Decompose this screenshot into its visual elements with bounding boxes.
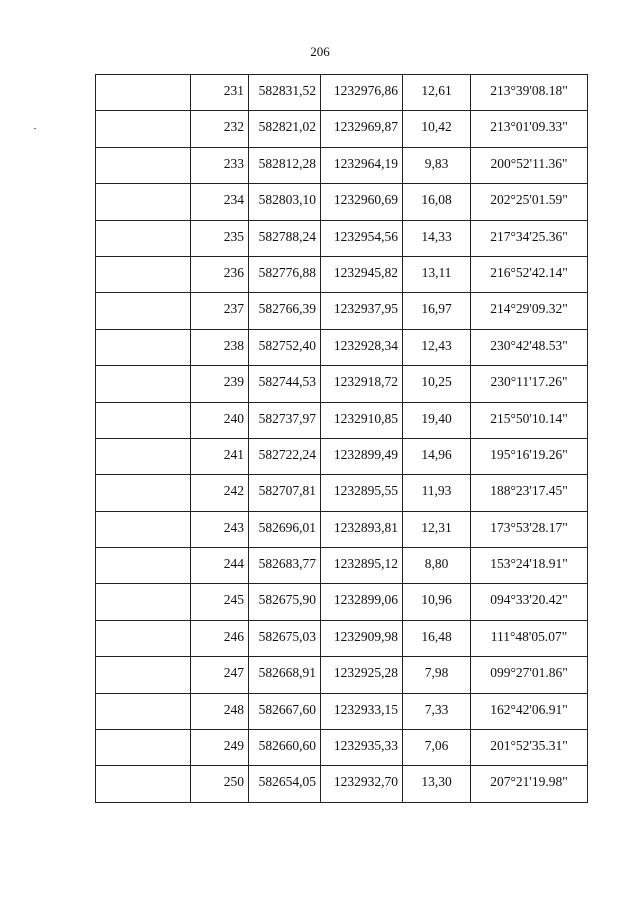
table-row <box>96 256 588 292</box>
bearing-angle-cell: 099°27'01.86" <box>471 657 588 693</box>
x-coordinate-cell: 582683,77 <box>249 548 321 584</box>
blank-cell <box>96 111 191 147</box>
blank-cell <box>96 511 191 547</box>
point-number-cell: 246 <box>191 620 249 656</box>
point-number-cell: 231 <box>191 75 249 111</box>
x-coordinate-cell: 582707,81 <box>249 475 321 511</box>
blank-cell <box>96 657 191 693</box>
table-row <box>96 329 588 365</box>
page-number: 206 <box>310 44 330 59</box>
table-row <box>96 184 588 220</box>
x-coordinate-cell: 582803,10 <box>249 184 321 220</box>
point-number-cell: 236 <box>191 256 249 292</box>
blank-cell <box>96 730 191 766</box>
length-cell: 10,25 <box>403 366 471 402</box>
x-coordinate-cell: 582831,52 <box>249 75 321 111</box>
blank-cell <box>96 402 191 438</box>
bearing-angle-cell: 213°39'08.18" <box>471 75 588 111</box>
table-row <box>96 766 588 802</box>
point-number-cell: 239 <box>191 366 249 402</box>
x-coordinate-cell: 582722,24 <box>249 438 321 474</box>
y-coordinate-cell: 1232918,72 <box>321 366 403 402</box>
coordinates-table <box>95 74 588 803</box>
y-coordinate-cell: 1232909,98 <box>321 620 403 656</box>
table-row <box>96 220 588 256</box>
length-cell: 7,98 <box>403 657 471 693</box>
coordinates-table-body <box>96 75 588 803</box>
length-cell: 11,93 <box>403 475 471 511</box>
table-row <box>96 438 588 474</box>
x-coordinate-cell: 582766,39 <box>249 293 321 329</box>
length-cell: 7,06 <box>403 730 471 766</box>
y-coordinate-cell: 1232964,19 <box>321 147 403 183</box>
point-number-cell: 240 <box>191 402 249 438</box>
length-cell: 7,33 <box>403 693 471 729</box>
table-row <box>96 366 588 402</box>
y-coordinate-cell: 1232945,82 <box>321 256 403 292</box>
blank-cell <box>96 620 191 656</box>
bearing-angle-cell: 213°01'09.33" <box>471 111 588 147</box>
length-cell: 16,08 <box>403 184 471 220</box>
length-cell: 13,11 <box>403 256 471 292</box>
point-number-cell: 245 <box>191 584 249 620</box>
bearing-angle-cell: 195°16'19.26" <box>471 438 588 474</box>
y-coordinate-cell: 1232937,95 <box>321 293 403 329</box>
table-row <box>96 620 588 656</box>
blank-cell <box>96 366 191 402</box>
bearing-angle-cell: 230°42'48.53" <box>471 329 588 365</box>
y-coordinate-cell: 1232933,15 <box>321 693 403 729</box>
y-coordinate-cell: 1232910,85 <box>321 402 403 438</box>
y-coordinate-cell: 1232899,06 <box>321 584 403 620</box>
table-row <box>96 693 588 729</box>
bearing-angle-cell: 153°24'18.91" <box>471 548 588 584</box>
y-coordinate-cell: 1232895,12 <box>321 548 403 584</box>
bearing-angle-cell: 207°21'19.98" <box>471 766 588 802</box>
length-cell: 8,80 <box>403 548 471 584</box>
blank-cell <box>96 293 191 329</box>
length-cell: 12,43 <box>403 329 471 365</box>
table-row <box>96 75 588 111</box>
x-coordinate-cell: 582737,97 <box>249 402 321 438</box>
length-cell: 10,96 <box>403 584 471 620</box>
scan-speck <box>34 128 36 129</box>
x-coordinate-cell: 582654,05 <box>249 766 321 802</box>
blank-cell <box>96 184 191 220</box>
length-cell: 16,97 <box>403 293 471 329</box>
bearing-angle-cell: 214°29'09.32" <box>471 293 588 329</box>
point-number-cell: 232 <box>191 111 249 147</box>
bearing-angle-cell: 230°11'17.26" <box>471 366 588 402</box>
length-cell: 14,33 <box>403 220 471 256</box>
blank-cell <box>96 438 191 474</box>
blank-cell <box>96 693 191 729</box>
length-cell: 19,40 <box>403 402 471 438</box>
point-number-cell: 242 <box>191 475 249 511</box>
y-coordinate-cell: 1232893,81 <box>321 511 403 547</box>
blank-cell <box>96 256 191 292</box>
bearing-angle-cell: 215°50'10.14" <box>471 402 588 438</box>
table-row <box>96 730 588 766</box>
point-number-cell: 235 <box>191 220 249 256</box>
y-coordinate-cell: 1232899,49 <box>321 438 403 474</box>
x-coordinate-cell: 582752,40 <box>249 329 321 365</box>
y-coordinate-cell: 1232960,69 <box>321 184 403 220</box>
x-coordinate-cell: 582696,01 <box>249 511 321 547</box>
point-number-cell: 249 <box>191 730 249 766</box>
blank-cell <box>96 75 191 111</box>
x-coordinate-cell: 582821,02 <box>249 111 321 147</box>
y-coordinate-cell: 1232928,34 <box>321 329 403 365</box>
y-coordinate-cell: 1232954,56 <box>321 220 403 256</box>
y-coordinate-cell: 1232935,33 <box>321 730 403 766</box>
point-number-cell: 247 <box>191 657 249 693</box>
point-number-cell: 241 <box>191 438 249 474</box>
bearing-angle-cell: 188°23'17.45" <box>471 475 588 511</box>
length-cell: 16,48 <box>403 620 471 656</box>
blank-cell <box>96 766 191 802</box>
length-cell: 10,42 <box>403 111 471 147</box>
table-row <box>96 657 588 693</box>
x-coordinate-cell: 582776,88 <box>249 256 321 292</box>
x-coordinate-cell: 582744,53 <box>249 366 321 402</box>
table-row <box>96 511 588 547</box>
x-coordinate-cell: 582667,60 <box>249 693 321 729</box>
blank-cell <box>96 220 191 256</box>
x-coordinate-cell: 582788,24 <box>249 220 321 256</box>
table-row <box>96 147 588 183</box>
y-coordinate-cell: 1232895,55 <box>321 475 403 511</box>
blank-cell <box>96 147 191 183</box>
x-coordinate-cell: 582660,60 <box>249 730 321 766</box>
bearing-angle-cell: 094°33'20.42" <box>471 584 588 620</box>
point-number-cell: 234 <box>191 184 249 220</box>
bearing-angle-cell: 202°25'01.59" <box>471 184 588 220</box>
table-row <box>96 293 588 329</box>
bearing-angle-cell: 216°52'42.14" <box>471 256 588 292</box>
blank-cell <box>96 329 191 365</box>
x-coordinate-cell: 582812,28 <box>249 147 321 183</box>
point-number-cell: 237 <box>191 293 249 329</box>
point-number-cell: 243 <box>191 511 249 547</box>
blank-cell <box>96 475 191 511</box>
point-number-cell: 244 <box>191 548 249 584</box>
y-coordinate-cell: 1232976,86 <box>321 75 403 111</box>
length-cell: 9,83 <box>403 147 471 183</box>
length-cell: 12,31 <box>403 511 471 547</box>
x-coordinate-cell: 582675,90 <box>249 584 321 620</box>
table-row <box>96 548 588 584</box>
x-coordinate-cell: 582675,03 <box>249 620 321 656</box>
point-number-cell: 250 <box>191 766 249 802</box>
point-number-cell: 248 <box>191 693 249 729</box>
bearing-angle-cell: 217°34'25.36" <box>471 220 588 256</box>
bearing-angle-cell: 200°52'11.36" <box>471 147 588 183</box>
y-coordinate-cell: 1232925,28 <box>321 657 403 693</box>
bearing-angle-cell: 173°53'28.17" <box>471 511 588 547</box>
x-coordinate-cell: 582668,91 <box>249 657 321 693</box>
bearing-angle-cell: 111°48'05.07" <box>471 620 588 656</box>
y-coordinate-cell: 1232932,70 <box>321 766 403 802</box>
length-cell: 14,96 <box>403 438 471 474</box>
table-row <box>96 111 588 147</box>
length-cell: 13,30 <box>403 766 471 802</box>
table-row <box>96 475 588 511</box>
table-row <box>96 402 588 438</box>
length-cell: 12,61 <box>403 75 471 111</box>
blank-cell <box>96 548 191 584</box>
table-row <box>96 584 588 620</box>
bearing-angle-cell: 162°42'06.91" <box>471 693 588 729</box>
y-coordinate-cell: 1232969,87 <box>321 111 403 147</box>
bearing-angle-cell: 201°52'35.31" <box>471 730 588 766</box>
point-number-cell: 233 <box>191 147 249 183</box>
point-number-cell: 238 <box>191 329 249 365</box>
blank-cell <box>96 584 191 620</box>
